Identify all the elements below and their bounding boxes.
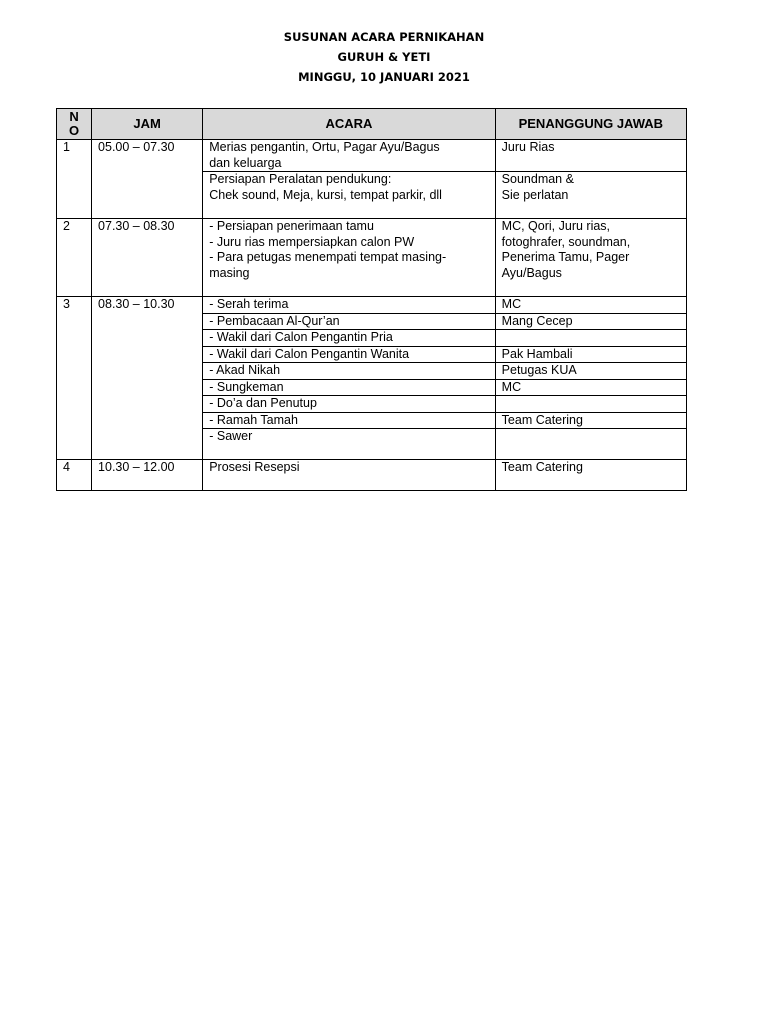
- acara-cell: Merias pengantin, Ortu, Pagar Ayu/Bagus dan keluarga: [203, 140, 495, 172]
- table-row: [57, 460, 687, 491]
- doc-title: SUSUNAN ACARA PERNIKAHAN: [283, 30, 485, 44]
- table-row: [57, 297, 687, 314]
- table-row: [57, 219, 687, 297]
- acara-cell: - Akad Nikah: [203, 363, 495, 380]
- pj-cell: [495, 429, 686, 460]
- table-header-row: [57, 109, 687, 140]
- session-no: 1: [57, 140, 92, 219]
- pj-cell: Team Catering: [495, 460, 686, 491]
- acara-cell: - Do’a dan Penutup: [203, 396, 495, 413]
- pj-cell: Team Catering: [495, 412, 686, 429]
- acara-cell: - Wakil dari Calon Pengantin Wanita: [203, 346, 495, 363]
- pj-cell: Pak Hambali: [495, 346, 686, 363]
- document-header: [0, 27, 768, 87]
- pj-cell: [495, 396, 686, 413]
- session-jam: 05.00 – 07.30: [92, 140, 203, 219]
- pj-cell: Juru Rias: [495, 140, 686, 172]
- acara-cell: - Pembacaan Al-Qur’an: [203, 313, 495, 330]
- pj-cell: Petugas KUA: [495, 363, 686, 380]
- acara-cell: - Sungkeman: [203, 379, 495, 396]
- pj-cell: MC: [495, 297, 686, 314]
- acara-cell: - Serah terima: [203, 297, 495, 314]
- header-jam: JAM: [92, 109, 203, 140]
- session-jam: 07.30 – 08.30: [92, 219, 203, 297]
- header-penanggung-jawab: PENANGGUNG JAWAB: [495, 109, 686, 140]
- acara-cell: - Sawer: [203, 429, 495, 460]
- header-acara: ACARA: [203, 109, 495, 140]
- pj-cell: Soundman & Sie perlatan: [495, 172, 686, 219]
- acara-cell: Persiapan Peralatan pendukung: Chek sound, Meja, kursi, tempat parkir, dll: [203, 172, 495, 219]
- session-jam: 10.30 – 12.00: [92, 460, 203, 491]
- schedule-table: [56, 108, 687, 491]
- pj-cell: MC, Qori, Juru rias, fotoghrafer, soundman, Penerima Tamu, Pager Ayu/Bagus: [495, 219, 686, 297]
- acara-cell: Prosesi Resepsi: [203, 460, 495, 491]
- pj-cell: MC: [495, 379, 686, 396]
- pj-cell: [495, 330, 686, 347]
- session-no: 4: [57, 460, 92, 491]
- header-no: N O: [57, 109, 92, 140]
- doc-date: MINGGU, 10 JANUARI 2021: [298, 70, 470, 84]
- acara-cell: - Ramah Tamah: [203, 412, 495, 429]
- acara-cell: - Persiapan penerimaan tamu - Juru rias mempersiapkan calon PW - Para petugas menempati tempat masing- masing: [203, 219, 495, 297]
- doc-couple-names: GURUH & YETI: [337, 50, 431, 64]
- acara-cell: - Wakil dari Calon Pengantin Pria: [203, 330, 495, 347]
- session-no: 3: [57, 297, 92, 460]
- session-no: 2: [57, 219, 92, 297]
- session-jam: 08.30 – 10.30: [92, 297, 203, 460]
- table-row: [57, 140, 687, 172]
- pj-cell: Mang Cecep: [495, 313, 686, 330]
